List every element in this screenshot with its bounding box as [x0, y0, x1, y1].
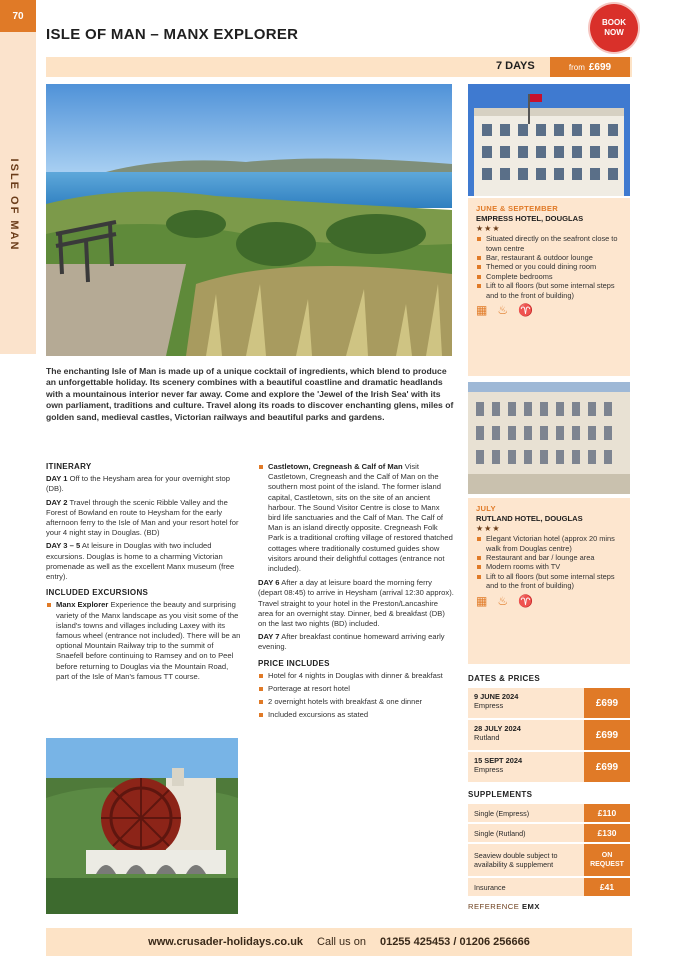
- hotel-feature: Themed or you could dining room: [476, 262, 622, 271]
- price-include-item: Included excursions as stated: [258, 710, 454, 720]
- dates-prices-heading: DATES & PRICES: [468, 674, 541, 683]
- bar-icon: ♈: [518, 303, 534, 318]
- hotel-features: [476, 534, 622, 590]
- reference: [468, 902, 630, 911]
- price-include-item: Porterage at resort hotel: [258, 684, 454, 694]
- supplement-row: [468, 804, 630, 822]
- itinerary-day: DAY 3 – 5 At leisure in Douglas with two included excursions. Douglas is home to a charming Victorian promenade as well as the excellent Manx museum (free entry).: [46, 541, 235, 582]
- book-now-badge[interactable]: [590, 4, 638, 52]
- hotel-name: RUTLAND HOTEL, DOUGLAS: [476, 514, 583, 524]
- rutland-hotel-photo: [468, 382, 630, 494]
- price-row: [468, 720, 630, 750]
- supplement-label: Insurance: [468, 878, 584, 896]
- departure-hotel: Rutland: [474, 733, 500, 742]
- hotel-stars: ★★★: [476, 523, 501, 533]
- header-band: [46, 57, 632, 77]
- coastal-bench-photo: [46, 84, 452, 356]
- hotel-dates: JUNE & SEPTEMBER: [476, 204, 559, 213]
- excursion-item: Manx Explorer Experience the beauty and surprising variety of the Manx landscape as you visit some of the island's towns and villages including Laxey with its famous wheel (entrance not included). There will be an optional Mountain Railway trip to the summit of Snaefell before continuing to Ramsey and on to Peel before returning to Douglas via the Mountain Road, part of the Isle of Man's famous TT course.: [46, 600, 242, 682]
- phone-numbers[interactable]: 01255 425453 / 01206 256666: [379, 936, 530, 948]
- supplement-label: Seaview double subject to availability & supplement: [468, 844, 584, 876]
- restaurant-icon: ♨: [497, 303, 509, 318]
- page-number: 70: [0, 0, 36, 32]
- hotel-feature: Complete bedrooms: [476, 272, 622, 281]
- hotel-feature: Modern rooms with TV: [476, 562, 622, 571]
- hotel-feature: Lift to all floors (but some internal steps and to the front of building): [476, 281, 622, 300]
- reference-code: EMX: [521, 902, 540, 911]
- from-label: from: [568, 62, 585, 72]
- price-include-item: Hotel for 4 nights in Douglas with dinner & breakfast: [258, 671, 454, 681]
- supplement-row: [468, 844, 630, 876]
- hotel-feature: Elegant Victorian hotel (approx 20 mins walk from Douglas centre): [476, 534, 622, 553]
- reference-label: REFERENCE: [468, 902, 520, 911]
- hotel-features: [476, 234, 622, 300]
- departure-date: 9 JUNE 2024: [474, 692, 519, 701]
- departure-price: £699: [584, 752, 630, 782]
- hotel-name: EMPRESS HOTEL, DOUGLAS: [476, 214, 584, 224]
- excursions-list-cont: [258, 462, 454, 574]
- price-row: [468, 688, 630, 718]
- departure-hotel: Empress: [474, 701, 504, 710]
- itinerary-day: DAY 1 Off to the Heysham area for your overnight stop (DB).: [46, 474, 230, 494]
- departure-hotel: Empress: [474, 765, 504, 774]
- excursions-list: [46, 600, 242, 682]
- supplement-label: Single (Rutland): [468, 824, 584, 842]
- supplement-row: [468, 878, 630, 896]
- supplement-label: Single (Empress): [468, 804, 584, 822]
- from-price-tag: [550, 57, 630, 77]
- supplement-price: £130: [584, 824, 630, 842]
- page-title: ISLE OF MAN – MANX EXPLORER: [46, 26, 299, 43]
- facility-icons: [476, 593, 622, 608]
- hotel-feature: Restaurant and bar / lounge area: [476, 553, 622, 562]
- price-row: [468, 752, 630, 782]
- departure-price: £699: [584, 720, 630, 750]
- hotel-dates: JULY: [476, 504, 496, 513]
- bar-icon: ♈: [518, 593, 534, 608]
- side-label: ISLE OF MAN: [8, 158, 20, 252]
- departure-price: £699: [584, 688, 630, 718]
- empress-hotel-photo: [468, 84, 630, 196]
- supplements-heading: SUPPLEMENTS: [468, 790, 533, 799]
- excursions-heading: INCLUDED EXCURSIONS: [46, 588, 149, 598]
- supplement-price: ON REQUEST: [584, 844, 630, 876]
- hotel-feature: Lift to all floors (but some internal steps and to the front of building): [476, 572, 622, 591]
- supplement-row: [468, 824, 630, 842]
- itinerary-column: [46, 462, 242, 685]
- dates-prices-section: [468, 674, 630, 911]
- book-badge-line2: NOW: [604, 28, 624, 37]
- footer: [46, 928, 632, 956]
- facility-icons: [476, 303, 622, 318]
- website-link[interactable]: www.crusader-holidays.co.uk: [148, 936, 304, 948]
- rutland-hotel-card: [468, 498, 630, 664]
- lift-icon: ▦: [476, 303, 488, 318]
- price-include-item: 2 overnight hotels with breakfast & one dinner: [258, 697, 454, 707]
- book-badge-line1: BOOK: [602, 18, 626, 27]
- itinerary-day: DAY 2 Travel through the scenic Ribble Valley and the Forest of Bowland en route to Heysham for the early afternoon ferry to the Isle of Man and your resort hotel for your 4 night stay in Douglas. (BD): [46, 497, 239, 538]
- price-includes-heading: PRICE INCLUDES: [258, 658, 330, 668]
- from-price: £699: [588, 61, 612, 73]
- itinerary-column-2: [258, 462, 454, 724]
- restaurant-icon: ♨: [497, 593, 509, 608]
- departure-date: 28 JULY 2024: [474, 724, 521, 733]
- itinerary-heading: ITINERARY: [46, 462, 92, 471]
- supplement-price: £41: [584, 878, 630, 896]
- supplement-price: £110: [584, 804, 630, 822]
- duration: 7 DAYS: [496, 60, 535, 72]
- lift-icon: ▦: [476, 593, 488, 608]
- hotel-feature: Situated directly on the seafront close to town centre: [476, 234, 622, 253]
- call-label: Call us on: [317, 936, 366, 948]
- itinerary-day: DAY 7 After breakfast continue homeward arriving early evening.: [258, 632, 445, 652]
- empress-hotel-card: [468, 198, 630, 376]
- excursion-item: Castletown, Cregneash & Calf of Man Visit Castletown, Cregneash and the Calf of Man on the southern most point of the island. The former island capital, Castletown, sits on the site of an ancient harbour. The Sound Visitor Centre is close to Manx bird life sanctuaries and the Calf of Man. The Calf of Man is an island directly opposite. Cregneash Folk Park is a traditional crofting village of restored thatched cottages where traditionally costumed guides show visitors around their delightful cottages (entrance not included).: [258, 462, 454, 574]
- price-includes-list: [258, 671, 454, 721]
- laxey-wheel-photo: [46, 738, 238, 914]
- itinerary-day: DAY 6 After a day at leisure board the morning ferry (depart 08:45) to arrive in Heysham (arrival 12:30 approx). Travel straight to your hotel in the Preston/Lancashire area for an overnight stay. Dinner, bed & breakfast (DB) on the last two nights (BD) included.: [258, 578, 454, 629]
- intro-text: The enchanting Isle of Man is made up of a unique cocktail of ingredients, which blend to produce an unforgettable holiday. Its scenery combines with a beautiful coastline and dramatic headlands with a mountainous interior never far away. Come and explore the 'Jewel of the Irish Sea' with its own parliament, traditions and culture. Travel along its roads to discover enchanting glens, miles of golden sand, medieval castles, Victorian railways and beautiful parks and gardens.: [46, 366, 454, 422]
- hotel-stars: ★★★: [476, 223, 501, 233]
- departure-date: 15 SEPT 2024: [474, 756, 523, 765]
- hotel-feature: Bar, restaurant & outdoor lounge: [476, 253, 622, 262]
